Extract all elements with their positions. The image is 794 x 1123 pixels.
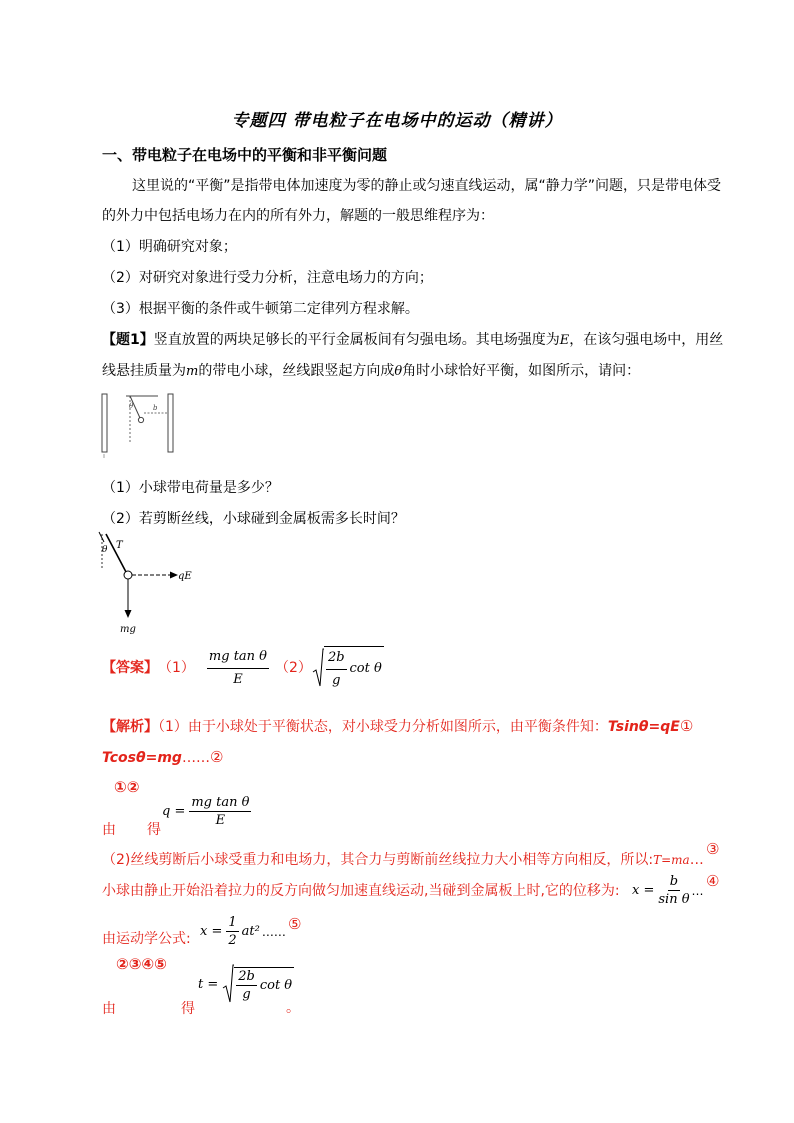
circled-refs-1: ①② bbox=[114, 778, 140, 796]
fig1-b-label: b bbox=[153, 404, 158, 412]
section-heading: 一、带电粒子在电场中的平衡和非平衡问题 bbox=[102, 146, 388, 164]
fig2-qE-label: qE bbox=[178, 571, 192, 582]
analysis-you-1: 由 bbox=[102, 822, 116, 838]
kinematics-formula: x = $\frac{1}{2}$ at² …… bbox=[200, 915, 286, 948]
step-3: （3）根据平衡的条件或牛顿第二定律列方程求解。 bbox=[102, 301, 419, 317]
intro-line-2: 的外力中包括电场力在内的所有外力，解题的一般思维程序为： bbox=[102, 208, 494, 224]
fig2-T-label: T bbox=[116, 540, 123, 551]
analysis-line-5: 由运动学公式: bbox=[102, 931, 191, 947]
analysis-line-1: 【解析】（1）由于小球处于平衡状态，对小球受力分析如图所示，由平衡条件知：Tsinθ=qE① bbox=[102, 717, 694, 735]
circled-5: ⑤ bbox=[288, 915, 302, 933]
parallel-plates-figure bbox=[98, 388, 182, 460]
t-formula: t = $\frac{2b}{g}$ cot θ bbox=[198, 964, 294, 1004]
circled-refs-2: ②③④⑤ bbox=[116, 955, 167, 973]
question-1-sub-1: （1）小球带电荷量是多少？ bbox=[102, 480, 279, 496]
analysis-de-2: 得 bbox=[181, 1001, 195, 1017]
q1-text-d: 的带电小球，丝线跟竖起方向成 bbox=[198, 363, 395, 379]
question-1-line-2 bbox=[102, 361, 640, 382]
q1-text-c: 线悬挂质量为 bbox=[102, 363, 186, 379]
x-formula: x = $\frac{b}{\text{sin θ}}$ … bbox=[632, 874, 704, 907]
answer-sqrt: $\frac{2b}{g}$ cot θ bbox=[312, 646, 384, 691]
fig2-theta-label: θ bbox=[102, 545, 108, 555]
answer-fraction-1: $\frac{\text{mg tan θ}}{E}$ bbox=[208, 648, 268, 687]
analysis-line-2: Tcosθ=mg……② bbox=[102, 748, 224, 766]
step-2: （2）对研究对象进行受力分析，注意电场力的方向； bbox=[102, 270, 433, 286]
question-tag: 【题1】 bbox=[102, 332, 154, 348]
question-1-sub-2: （2）若剪断丝线，小球碰到金属板需多长时间？ bbox=[102, 511, 405, 527]
analysis-de-1: 得 bbox=[147, 822, 161, 838]
intro-line-1: 这里说的“平衡”是指带电体加速度为零的静止或匀速直线运动，属“静力学”问题，只是带电体受 bbox=[132, 178, 722, 194]
analysis-you-2: 由 bbox=[102, 1001, 116, 1017]
q1-text-b: ，在该匀强电场中，用丝 bbox=[569, 332, 724, 348]
force-diagram-figure bbox=[98, 530, 198, 636]
symbol-E: E bbox=[559, 333, 570, 348]
analysis-tag: 【解析】 bbox=[102, 719, 158, 735]
answer-tag: 【答案】 bbox=[102, 660, 158, 676]
analysis-end-mark: 。 bbox=[286, 1000, 300, 1016]
answer-part-1: （1） bbox=[158, 660, 195, 676]
fig1-theta-label: θ bbox=[129, 402, 134, 410]
question-1-line-1 bbox=[102, 330, 723, 351]
circled-4: ④ bbox=[706, 872, 720, 890]
step-1: （1）明确研究对象； bbox=[102, 239, 237, 255]
symbol-theta: θ bbox=[394, 364, 403, 379]
symbol-m: m bbox=[186, 364, 199, 379]
q1-text-a: 竖直放置的两块足够长的平行金属板间有匀强电场。其电场强度为 bbox=[153, 332, 560, 348]
sqrt-icon bbox=[222, 964, 234, 1004]
circled-3: ③ bbox=[706, 840, 720, 858]
answer-part-2: （2） bbox=[275, 660, 312, 676]
q-formula: q = $\frac{\text{mg tan θ}}{E}$ bbox=[162, 795, 250, 828]
answer-line bbox=[102, 645, 384, 691]
analysis-line-3: （2)丝线剪断后小球受重力和电场力，其合力与剪断前丝线拉力大小相等方向相反，所以:T=ma… bbox=[102, 852, 704, 868]
sqrt-icon bbox=[312, 648, 324, 688]
page-title: 专题四 带电粒子在电场中的运动（精讲） bbox=[231, 111, 563, 131]
analysis-line-4: 小球由静止开始沿着拉力的反方向做匀加速直线运动,当碰到金属板上时,它的位移为: bbox=[102, 883, 620, 899]
q1-text-e: 角时小球恰好平衡，如图所示，请问： bbox=[402, 363, 641, 379]
fig2-mg-label: mg bbox=[120, 624, 136, 635]
